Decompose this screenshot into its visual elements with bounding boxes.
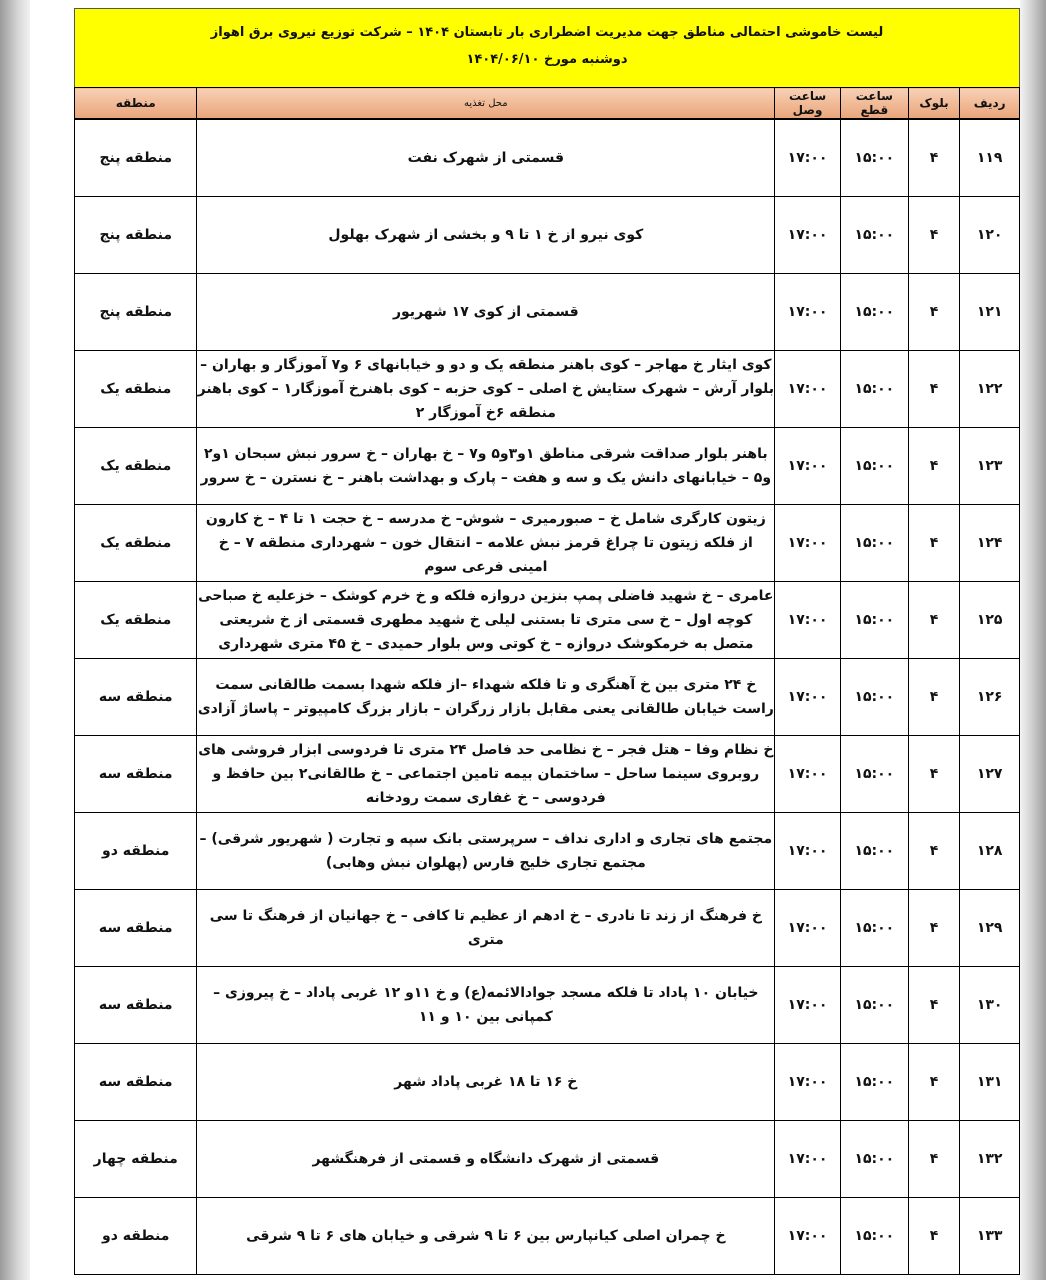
- table-header-row: [75, 88, 1020, 120]
- header-location: محل تغذیه: [197, 88, 775, 120]
- connect-time-cell: ۱۷:۰۰: [775, 582, 841, 659]
- location-cell: زیتون کارگری شامل خ – صبورمیری – شوش– خ مدرسه – خ حجت ۱ تا ۴ – خ کارون از فلکه زیتون تا چراغ قرمز نبش علامه – انتقال خون – شهرداری منطقه ۷ – خ امینی فرعی سوم: [197, 505, 775, 582]
- connect-time-cell: ۱۷:۰۰: [775, 119, 841, 197]
- location-cell: کوی ایثار خ مهاجر – کوی باهنر منطقه یک و دو و خیابانهای ۶ و۷ آموزگار و بهاران – بلوار آرش – شهرک ستایش خ اصلی – کوی حزبه – کوی باهنرخ آموزگار۱ – کوی باهنر منطقه ۶خ آموزگار ۲: [197, 351, 775, 428]
- block-cell: ۴: [908, 428, 960, 505]
- document-title: لیست خاموشی احتمالی مناطق جهت مدیریت اضطراری بار تابستان ۱۴۰۴ – شرکت توزیع نیروی برق اهواز: [210, 25, 884, 40]
- location-cell: قسمتی از شهرک دانشگاه و قسمتی از فرهنگشهر: [197, 1121, 775, 1198]
- region-cell: منطقه یک: [75, 428, 197, 505]
- block-cell: ۴: [908, 197, 960, 274]
- block-cell: ۴: [908, 274, 960, 351]
- connect-time-cell: ۱۷:۰۰: [775, 351, 841, 428]
- table-row: [75, 119, 1020, 197]
- row-number: ۱۳۳: [960, 1198, 1020, 1275]
- table-row: [75, 505, 1020, 582]
- cut-time-cell: ۱۵:۰۰: [840, 197, 908, 274]
- row-number: ۱۲۴: [960, 505, 1020, 582]
- block-cell: ۴: [908, 813, 960, 890]
- table-row: [75, 582, 1020, 659]
- connect-time-cell: ۱۷:۰۰: [775, 505, 841, 582]
- cut-time-cell: ۱۵:۰۰: [840, 967, 908, 1044]
- block-cell: ۴: [908, 1121, 960, 1198]
- row-number: ۱۳۲: [960, 1121, 1020, 1198]
- region-cell: منطقه دو: [75, 1198, 197, 1275]
- location-cell: خ فرهنگ از زند تا نادری – خ ادهم از عظیم تا کافی – خ جهانیان از فرهنگ تا سی متری: [197, 890, 775, 967]
- outage-table: [74, 87, 1020, 1275]
- cut-time-cell: ۱۵:۰۰: [840, 813, 908, 890]
- title-banner: [74, 8, 1020, 88]
- block-cell: ۴: [908, 659, 960, 736]
- cut-time-cell: ۱۵:۰۰: [840, 890, 908, 967]
- document-date: دوشنبه مورخ ۱۴۰۴/۰۶/۱۰: [466, 52, 628, 67]
- block-cell: ۴: [908, 1044, 960, 1121]
- region-cell: منطقه یک: [75, 582, 197, 659]
- location-cell: خ نظام وفا – هتل فجر – خ نظامی حد فاصل ۲۴ متری تا فردوسی ابزار فروشی های روبروی سینما ساحل – ساختمان بیمه تامین اجتماعی – خ طالقانی۲ بین حافظ و فردوسی – خ غفاری سمت رودخانه: [197, 736, 775, 813]
- header-connect-time: ساعت وصل: [775, 88, 841, 120]
- location-cell: مجتمع های تجاری و اداری نداف – سرپرستی بانک سپه و تجارت ( شهریور شرقی) – مجتمع تجاری خلیج فارس (پهلوان نبش وهابی): [197, 813, 775, 890]
- region-cell: منطقه چهار: [75, 1121, 197, 1198]
- connect-time-cell: ۱۷:۰۰: [775, 428, 841, 505]
- region-cell: منطقه سه: [75, 967, 197, 1044]
- region-cell: منطقه دو: [75, 813, 197, 890]
- block-cell: ۴: [908, 351, 960, 428]
- row-number: ۱۲۱: [960, 274, 1020, 351]
- table-row: [75, 967, 1020, 1044]
- block-cell: ۴: [908, 736, 960, 813]
- region-cell: منطقه پنج: [75, 119, 197, 197]
- block-cell: ۴: [908, 119, 960, 197]
- block-cell: ۴: [908, 890, 960, 967]
- table-row: [75, 1121, 1020, 1198]
- connect-time-cell: ۱۷:۰۰: [775, 1121, 841, 1198]
- row-number: ۱۲۲: [960, 351, 1020, 428]
- row-number: ۱۲۶: [960, 659, 1020, 736]
- header-block: بلوک: [908, 88, 960, 120]
- location-cell: عامری – خ شهید فاضلی پمپ بنزین دروازه فلکه و خ خرم کوشک – خزعلیه خ صباحی کوچه اول – خ سی متری تا بستنی لیلی خ شهید مطهری قسمتی از خ شریعتی متصل به خرمکوشک دروازه – خ کوتی وس بلوار حمیدی – خ ۴۵ متری شهرداری: [197, 582, 775, 659]
- cut-time-cell: ۱۵:۰۰: [840, 505, 908, 582]
- location-cell: باهنر بلوار صداقت شرقی مناطق ۱و۳و۵ و۷ – خ بهاران – خ سرور نبش سبحان ۱و۲ و۵ – خیابانهای دانش یک و سه و هفت – پارک و بهداشت باهنر – خ نسترن – خ سرور: [197, 428, 775, 505]
- location-cell: خ ۱۶ تا ۱۸ غربی پاداد شهر: [197, 1044, 775, 1121]
- table-row: [75, 813, 1020, 890]
- connect-time-cell: ۱۷:۰۰: [775, 1044, 841, 1121]
- row-number: ۱۲۸: [960, 813, 1020, 890]
- connect-time-cell: ۱۷:۰۰: [775, 1198, 841, 1275]
- row-number: ۱۱۹: [960, 119, 1020, 197]
- header-row-number: ردیف: [960, 88, 1020, 120]
- block-cell: ۴: [908, 582, 960, 659]
- row-number: ۱۲۹: [960, 890, 1020, 967]
- connect-time-cell: ۱۷:۰۰: [775, 736, 841, 813]
- table-row: [75, 659, 1020, 736]
- cut-time-cell: ۱۵:۰۰: [840, 428, 908, 505]
- cut-time-cell: ۱۵:۰۰: [840, 736, 908, 813]
- cut-time-cell: ۱۵:۰۰: [840, 1121, 908, 1198]
- document-sheet: [74, 8, 1020, 1280]
- row-number: ۱۲۷: [960, 736, 1020, 813]
- block-cell: ۴: [908, 967, 960, 1044]
- region-cell: منطقه یک: [75, 505, 197, 582]
- region-cell: منطقه پنج: [75, 197, 197, 274]
- location-cell: خیابان ۱۰ پاداد تا فلکه مسجد جوادالائمه(ع) و خ ۱۱و ۱۲ غربی پاداد – خ پیروزی –کمپانی بین ۱۰ و ۱۱: [197, 967, 775, 1044]
- table-row: [75, 1044, 1020, 1121]
- cut-time-cell: ۱۵:۰۰: [840, 582, 908, 659]
- connect-time-cell: ۱۷:۰۰: [775, 890, 841, 967]
- cut-time-cell: ۱۵:۰۰: [840, 351, 908, 428]
- row-number: ۱۳۰: [960, 967, 1020, 1044]
- table-row: [75, 274, 1020, 351]
- table-row: [75, 197, 1020, 274]
- block-cell: ۴: [908, 1198, 960, 1275]
- region-cell: منطقه سه: [75, 736, 197, 813]
- page-edge-left: [0, 0, 30, 1280]
- row-number: ۱۳۱: [960, 1044, 1020, 1121]
- connect-time-cell: ۱۷:۰۰: [775, 274, 841, 351]
- block-cell: ۴: [908, 505, 960, 582]
- connect-time-cell: ۱۷:۰۰: [775, 659, 841, 736]
- cut-time-cell: ۱۵:۰۰: [840, 1044, 908, 1121]
- location-cell: خ چمران اصلی کیانپارس بین ۶ تا ۹ شرقی و خیابان های ۶ تا ۹ شرقی: [197, 1198, 775, 1275]
- location-cell: قسمتی از کوی ۱۷ شهریور: [197, 274, 775, 351]
- location-cell: خ ۲۴ متری بین خ آهنگری و تا فلکه شهداء –از فلکه شهدا بسمت طالقانی سمت راست خیابان طالقانی یعنی مقابل بازار زرگران – بازار بزرگ کامپیوتر – پاساژ آزادی: [197, 659, 775, 736]
- connect-time-cell: ۱۷:۰۰: [775, 197, 841, 274]
- table-row: [75, 890, 1020, 967]
- cut-time-cell: ۱۵:۰۰: [840, 659, 908, 736]
- table-row: [75, 736, 1020, 813]
- connect-time-cell: ۱۷:۰۰: [775, 813, 841, 890]
- header-cut-time: ساعت قطع: [840, 88, 908, 120]
- row-number: ۱۲۰: [960, 197, 1020, 274]
- location-cell: قسمتی از شهرک نفت: [197, 119, 775, 197]
- region-cell: منطقه سه: [75, 1044, 197, 1121]
- row-number: ۱۲۵: [960, 582, 1020, 659]
- table-row: [75, 351, 1020, 428]
- table-row: [75, 428, 1020, 505]
- header-region: منطقه: [75, 88, 197, 120]
- page-edge-right: [1020, 0, 1046, 1280]
- region-cell: منطقه سه: [75, 890, 197, 967]
- row-number: ۱۲۳: [960, 428, 1020, 505]
- cut-time-cell: ۱۵:۰۰: [840, 274, 908, 351]
- connect-time-cell: ۱۷:۰۰: [775, 967, 841, 1044]
- cut-time-cell: ۱۵:۰۰: [840, 1198, 908, 1275]
- region-cell: منطقه پنج: [75, 274, 197, 351]
- location-cell: کوی نیرو از خ ۱ تا ۹ و بخشی از شهرک بهلول: [197, 197, 775, 274]
- table-row: [75, 1198, 1020, 1275]
- region-cell: منطقه سه: [75, 659, 197, 736]
- cut-time-cell: ۱۵:۰۰: [840, 119, 908, 197]
- region-cell: منطقه یک: [75, 351, 197, 428]
